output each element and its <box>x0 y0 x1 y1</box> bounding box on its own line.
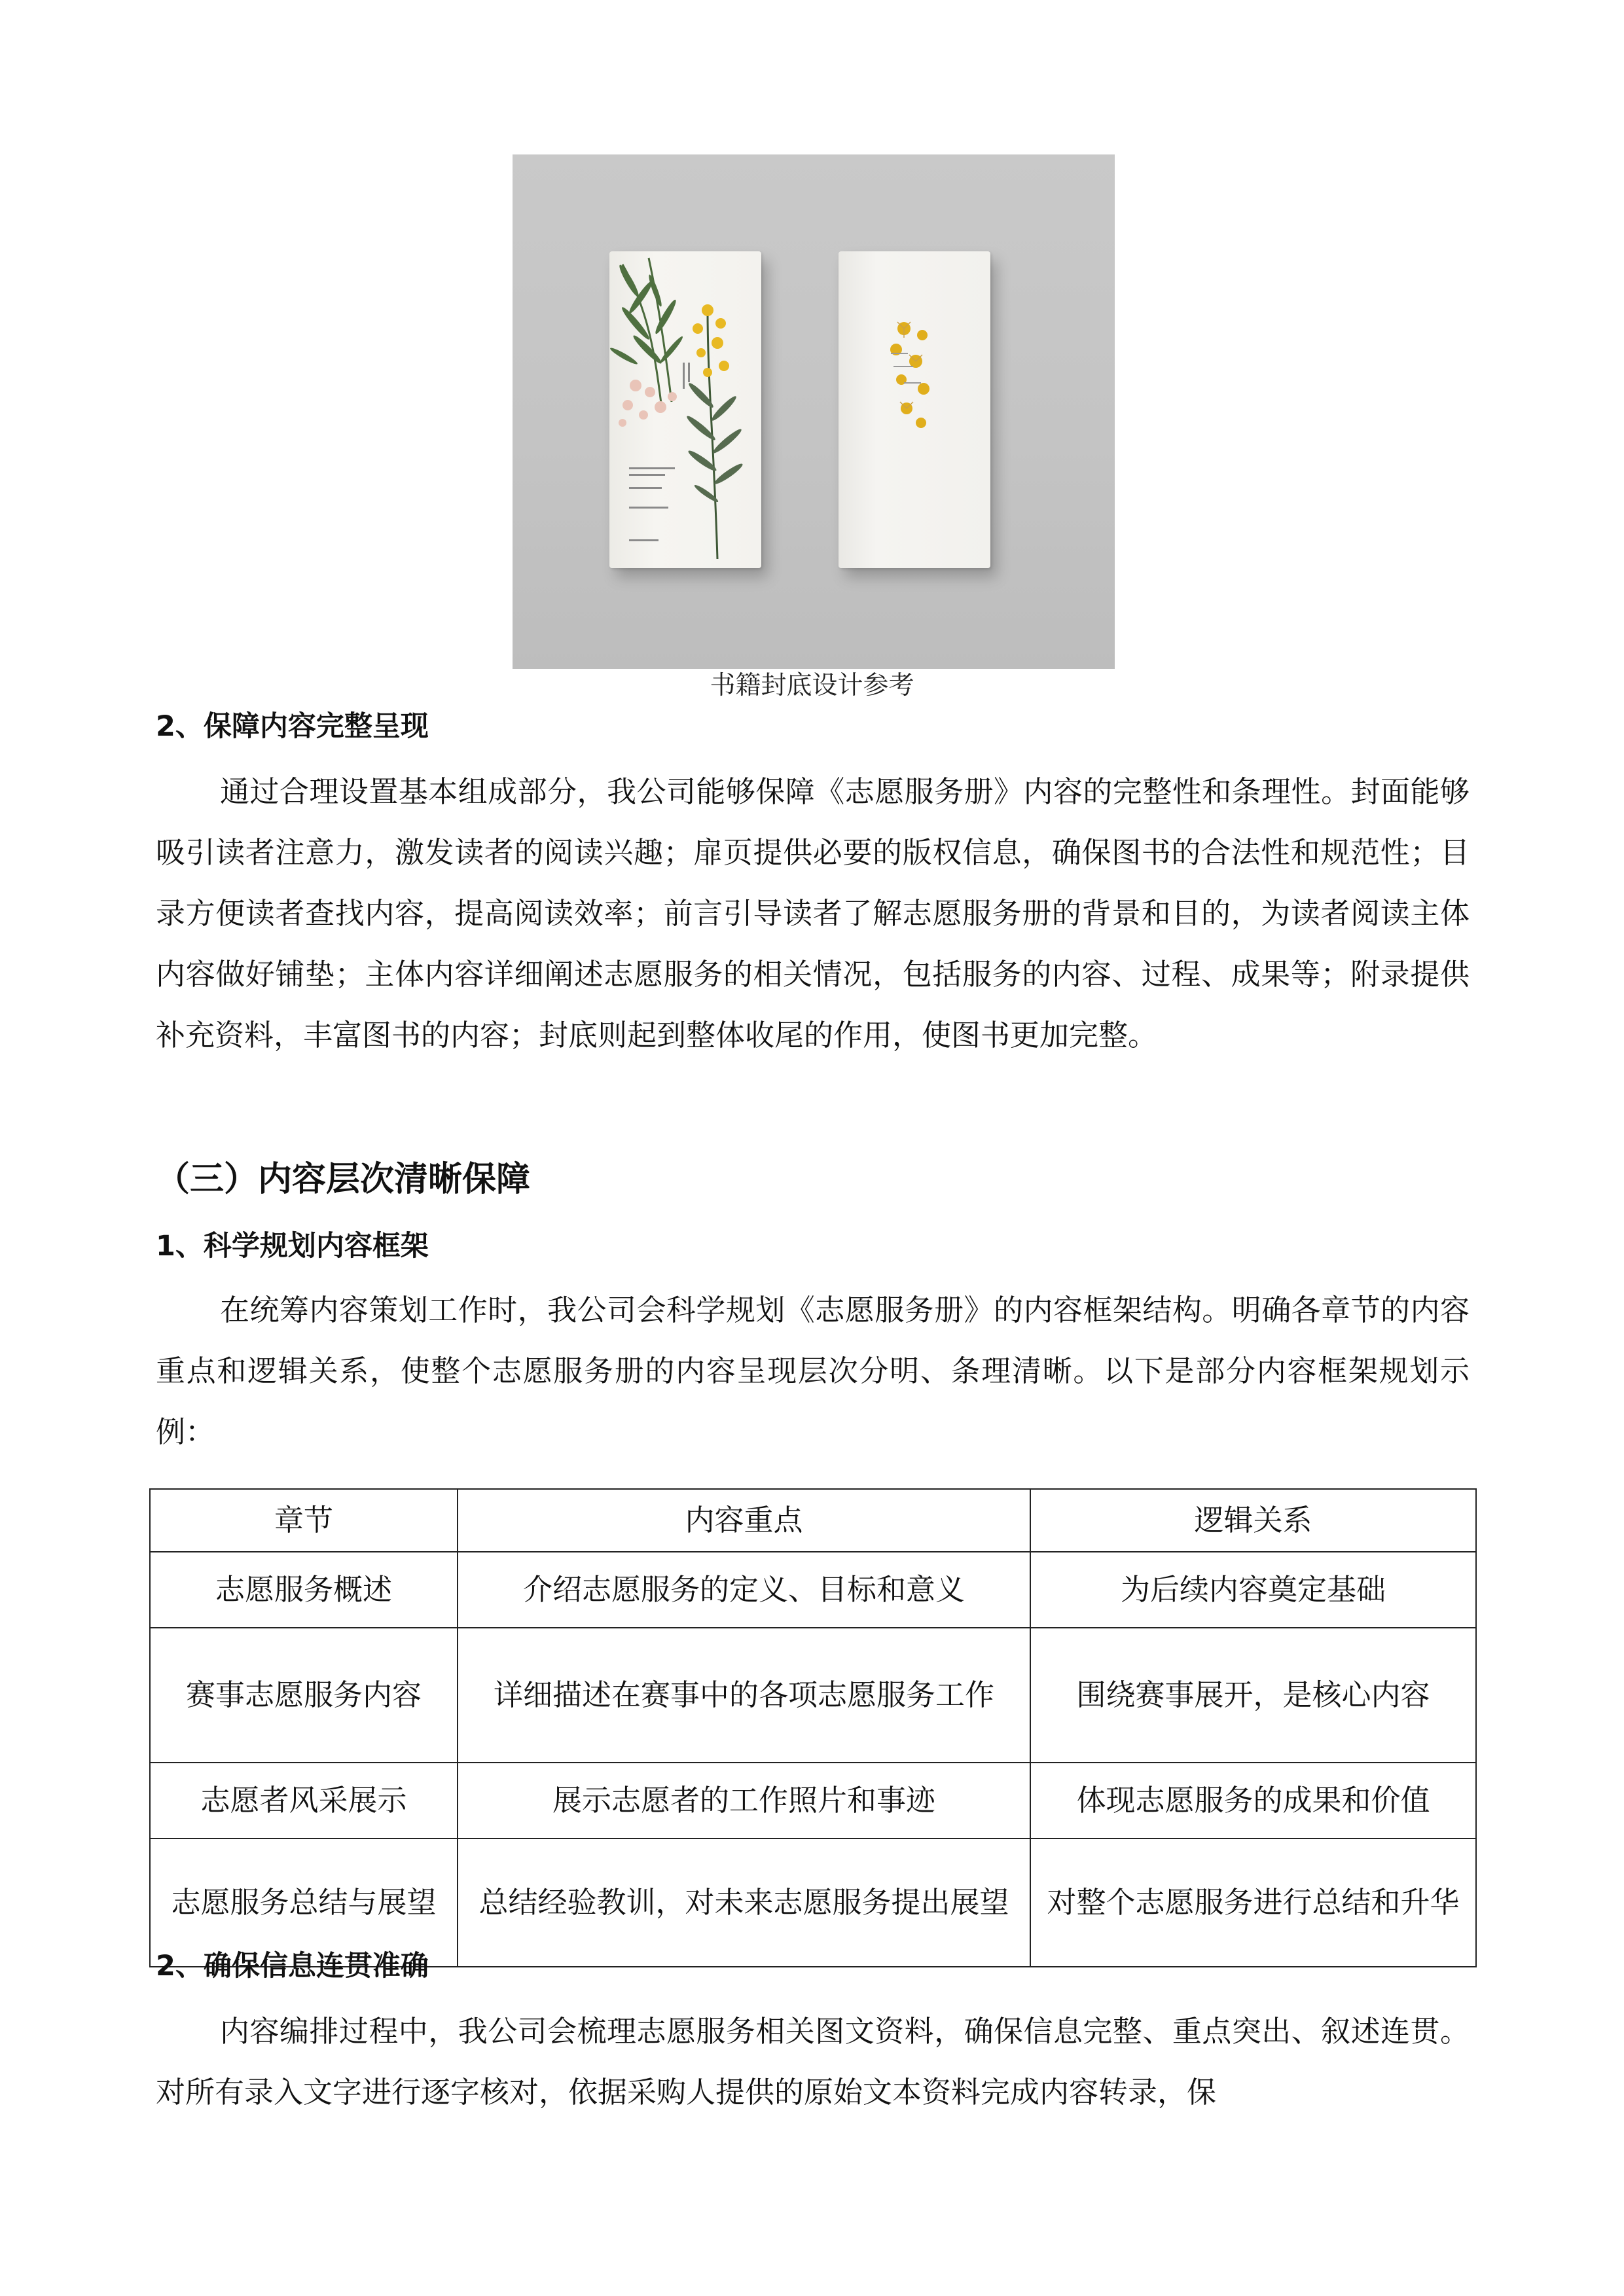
heading-plan-content-framework: 1、科学规划内容框架 <box>156 1230 429 1263</box>
table-cell: 对整个志愿服务进行总结和升华 <box>1030 1839 1476 1967</box>
figure-caption: 书籍封底设计参考 <box>710 671 914 700</box>
book-front-cover <box>609 251 761 568</box>
table-header-cell: 逻辑关系 <box>1030 1489 1476 1552</box>
table-row <box>150 1628 1476 1763</box>
table-cell: 志愿服务概述 <box>150 1552 458 1628</box>
table-cell: 详细描述在赛事中的各项志愿服务工作 <box>458 1628 1030 1763</box>
table-cell: 志愿者风采展示 <box>150 1763 458 1839</box>
table-header-cell: 章节 <box>150 1489 458 1552</box>
table-row <box>150 1763 1476 1839</box>
table-cell: 为后续内容奠定基础 <box>1030 1552 1476 1628</box>
book-mockup-image <box>513 154 1115 669</box>
table-header-cell: 内容重点 <box>458 1489 1030 1552</box>
table-header-row <box>150 1489 1476 1552</box>
paragraph-content-complete: 通过合理设置基本组成部分，我公司能够保障《志愿服务册》内容的完整性和条理性。封面能够吸引读者注意力，激发读者的阅读兴趣；扉页提供必要的版权信息，确保图书的合法性和规范性；目录方便读者查找内容，提高阅读效率；前言引导读者了解志愿服务册的背景和目的，为读者阅读主体内容做好铺垫；主体内容详细阐述志愿服务的相关情况，包括服务的内容、过程、成果等；附录提供补充资料，丰富图书的内容；封底则起到整体收尾的作用，使图书更加完整。 <box>156 774 1470 1052</box>
table-cell: 总结经验教训，对未来志愿服务提出展望 <box>458 1839 1030 1967</box>
table-cell: 赛事志愿服务内容 <box>150 1628 458 1763</box>
table-cell: 展示志愿者的工作照片和事迹 <box>458 1763 1030 1839</box>
table-cell: 志愿服务总结与展望 <box>150 1839 458 1967</box>
paragraph-content-framework: 在统筹内容策划工作时，我公司会科学规划《志愿服务册》的内容框架结构。明确各章节的内容重点和逻辑关系，使整个志愿服务册的内容呈现层次分明、条理清晰。以下是部分内容框架规划示例： <box>156 1293 1470 1449</box>
paragraph-info-accurate: 内容编排过程中，我公司会梳理志愿服务相关图文资料，确保信息完整、重点突出、叙述连贯。对所有录入文字进行逐字核对，依据采购人提供的原始文本资料完成内容转录，保 <box>156 2014 1470 2109</box>
flower-pattern-illustration <box>839 251 990 568</box>
table-cell: 介绍志愿服务的定义、目标和意义 <box>458 1552 1030 1628</box>
botanical-illustration <box>609 251 761 568</box>
heading-ensure-info-accurate: 2、确保信息连贯准确 <box>156 1950 429 1982</box>
content-framework-table <box>149 1488 1477 1967</box>
section-title-content-hierarchy: （三）内容层次清晰保障 <box>156 1160 531 1199</box>
book-back-cover <box>839 251 990 568</box>
heading-ensure-content-complete: 2、保障内容完整呈现 <box>156 710 429 743</box>
table-cell: 围绕赛事展开，是核心内容 <box>1030 1628 1476 1763</box>
table-row <box>150 1552 1476 1628</box>
table-cell: 体现志愿服务的成果和价值 <box>1030 1763 1476 1839</box>
